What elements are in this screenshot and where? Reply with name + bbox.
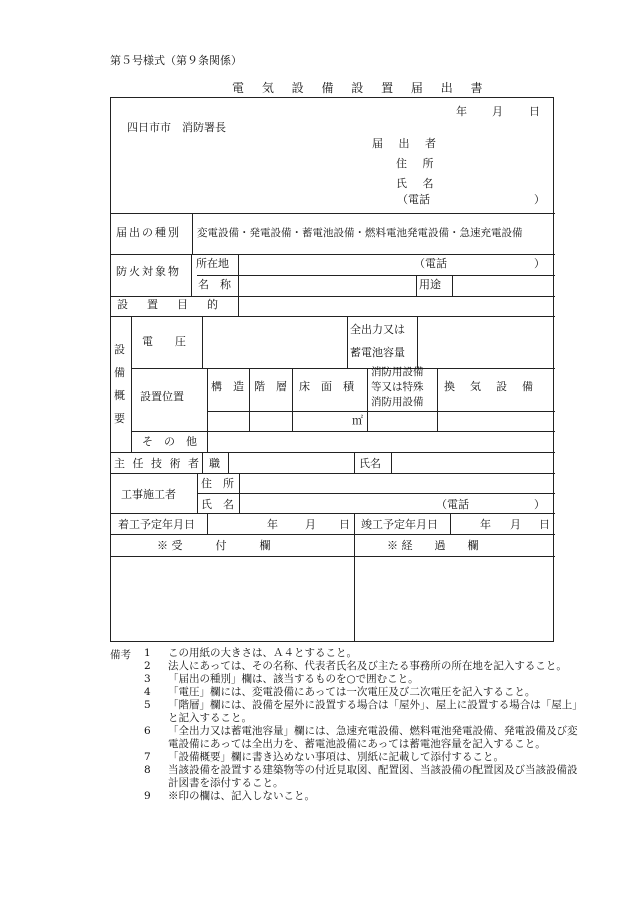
floor-label: 階 層 — [254, 380, 287, 393]
addressee: 四日市市 消防署長 — [127, 121, 226, 134]
form-number: 第５号様式（第９条関係） — [110, 54, 242, 67]
end-month: 月 — [510, 518, 521, 531]
usage-label: 用途 — [419, 278, 441, 291]
other-label: そ の 他 — [142, 435, 197, 448]
progress-label: ※ 経 過 欄 — [387, 539, 479, 552]
phone-label: （電話 — [397, 193, 430, 206]
end-date-label: 竣工予定年月日 — [361, 518, 438, 531]
voltage-label: 電 圧 — [142, 335, 186, 348]
target-label: 防火対象物 — [116, 265, 181, 278]
phone-close: ） — [534, 193, 545, 206]
overview-label-3: 概 — [114, 389, 125, 402]
note-item: 2 法人にあっては、その名称、代表者氏名及び主たる事務所の所在地を記入すること。 — [144, 660, 567, 672]
target-phone-close: ） — [534, 257, 545, 270]
target-name-label: 名 称 — [198, 278, 231, 291]
end-year: 年 — [480, 518, 491, 531]
contractor-phone-close: ） — [534, 498, 545, 511]
floor-area-label: 床 面 積 — [299, 380, 354, 393]
note-item: 4 「電圧」欄には、変電設備にあっては一次電圧及び二次電圧を記入すること。 — [144, 686, 536, 698]
purpose-label: 設 置 目 的 — [117, 298, 222, 311]
notes-list — [110, 647, 580, 803]
form-title: 電 気 設 備 設 置 届 出 書 — [232, 81, 490, 95]
position-label: 職 — [209, 457, 220, 470]
kind-value: 変電設備・発電設備・蓄電池設備・燃料電池発電設備・急速充電設備 — [197, 227, 523, 239]
header-month: 月 — [492, 105, 503, 118]
note-item: 5 「階層」欄には、設備を屋外に設置する場合は「屋外」、屋上に設置する場合は「屋上」と記入すること。 — [144, 699, 578, 724]
contractor-phone: （電話 — [436, 498, 469, 511]
start-year: 年 — [267, 518, 278, 531]
notes-title: 備考 — [110, 649, 131, 661]
fire-equip-label-1: 消防用設備 — [371, 366, 424, 378]
total-output-label-1: 全出力又は — [350, 323, 405, 336]
contractor-address-label: 住 所 — [201, 477, 234, 490]
start-day: 日 — [339, 518, 350, 531]
person-name-label: 氏名 — [359, 457, 381, 470]
overview-label-2: 備 — [114, 366, 125, 379]
install-position-label: 設置位置 — [140, 390, 184, 403]
form-table — [110, 97, 554, 642]
note-item: 1 この用紙の大きさは、Ａ４とすること。 — [144, 647, 357, 659]
total-output-label-2: 蓄電池容量 — [350, 346, 405, 359]
note-item: 9 ※印の欄は、記入しないこと。 — [144, 790, 315, 802]
chief-engineer-label: 主 任 技 術 者 — [114, 457, 201, 470]
location-label: 所在地 — [196, 257, 229, 270]
end-day: 日 — [539, 518, 550, 531]
note-item: 3 「届出の種別」欄は、該当するものを○で囲むこと。 — [144, 673, 419, 685]
fire-equip-label-2: 等又は特殊 — [371, 381, 424, 393]
kind-label: 届出の種別 — [116, 226, 181, 239]
start-month: 月 — [305, 518, 316, 531]
applicant-label: 届 出 者 — [372, 137, 442, 150]
note-item: 6 「全出力又は蓄電池容量」欄には、急速充電設備、燃料電池発電設備、発電設備及び変電設備にあっては全出力を、蓄電池設備にあっては蓄電池容量を記入すること。 — [144, 725, 578, 750]
ventilation-label: 換 気 設 備 — [444, 380, 535, 393]
contractor-name-label: 氏 名 — [201, 498, 234, 511]
header-year: 年 — [456, 105, 467, 118]
reception-label: ※ 受 付 欄 — [157, 539, 271, 552]
structure-label: 構 造 — [211, 380, 244, 393]
target-phone: （電話 — [414, 257, 447, 270]
contractor-label: 工事施工者 — [121, 488, 176, 501]
header-day: 日 — [529, 105, 540, 118]
note-item: 8 当該設備を設置する建築物等の付近見取図、配置図、当該設備の配置図及び当該設備設計図書を添付すること。 — [144, 764, 578, 789]
name-label: 氏 名 — [396, 177, 440, 190]
note-item: 7 「設備概要」欄に書き込めない事項は、別紙に記載して添付すること。 — [144, 751, 504, 763]
address-label: 住 所 — [396, 157, 440, 170]
overview-label-1: 設 — [114, 343, 125, 356]
fire-equip-label-3: 消防用設備 — [371, 396, 424, 408]
start-date-label: 着工予定年月日 — [118, 518, 195, 531]
overview-label-4: 要 — [114, 412, 125, 425]
sqm-unit: ㎡ — [352, 414, 363, 427]
